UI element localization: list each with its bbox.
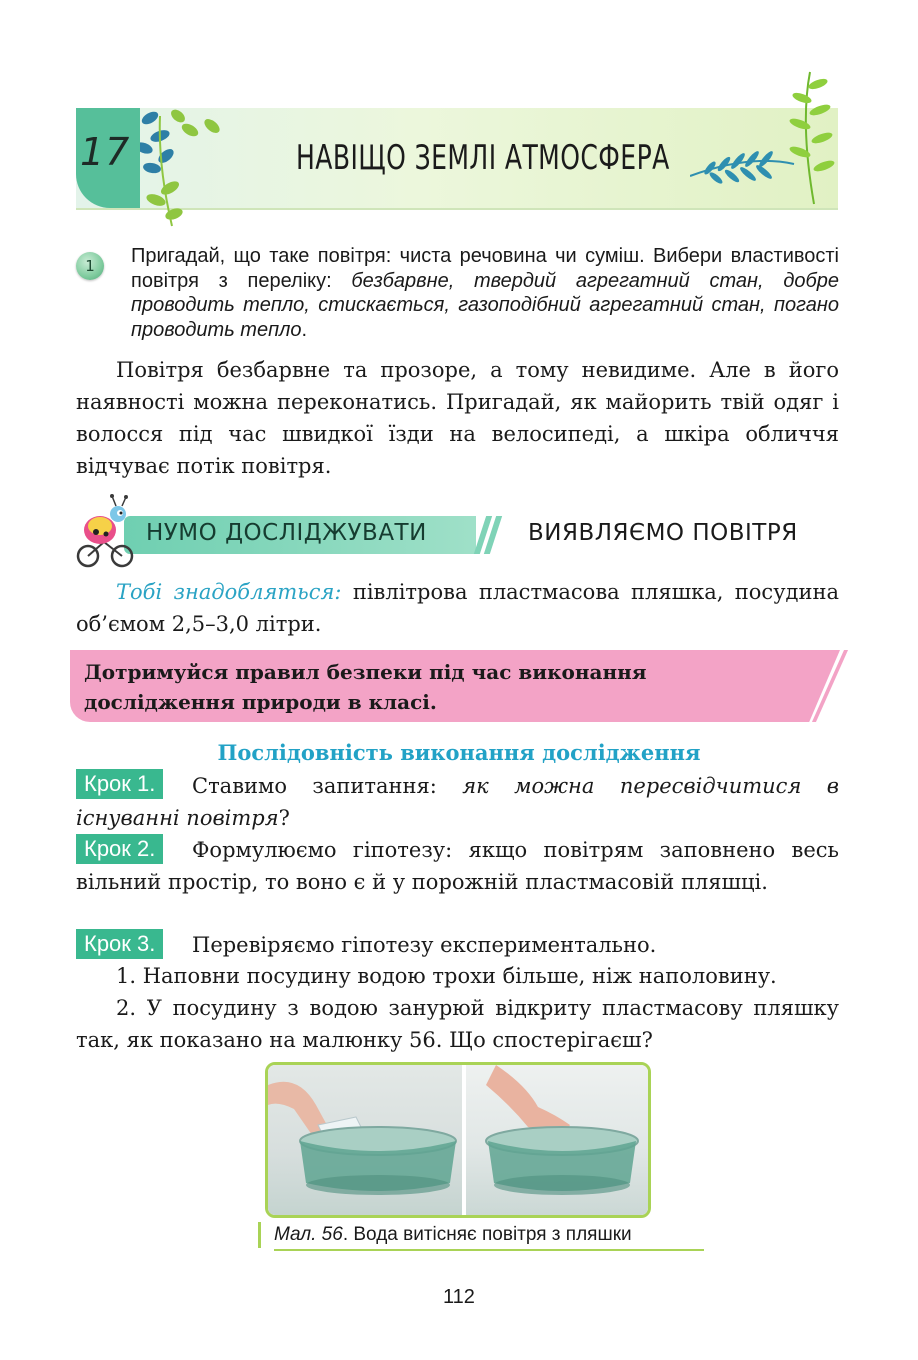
bowl-with-bottle-illustration (268, 1065, 462, 1215)
experiment-photo (265, 1062, 651, 1218)
materials-paragraph (76, 576, 839, 640)
safety-note: Дотримуйся правил безпеки під час виконання дослідження природи в класі. (84, 660, 647, 714)
ladybug-on-bicycle-icon (74, 492, 134, 572)
instruction-item: 2. У посудину з водою занурюй відкриту пластмасову пляшку так, як показано на малюнку 56. Що спостерігаєш? (76, 996, 839, 1052)
hand-pressing-bottle-illustration (466, 1065, 648, 1215)
photo-pouring-bottle (268, 1065, 462, 1215)
question-number-badge: 1 (76, 252, 104, 280)
step-3-text: Перевіряємо гіпотезу експериментально. (192, 933, 657, 957)
materials-label: Тобі знадобляться: (116, 580, 342, 604)
step-1-label: Крок 1. (76, 769, 163, 799)
caption-accent (258, 1222, 261, 1248)
research-label: НУМО ДОСЛІДЖУВАТИ (146, 520, 427, 546)
fern-decoration-right (690, 64, 840, 214)
step-2-label: Крок 2. (76, 834, 163, 864)
photo-pressing-bottle (466, 1065, 648, 1215)
sequence-title: Послідовність виконання дослідження (217, 740, 701, 765)
figure-caption: Мал. 56. Вода витісняє повітря з пляшки (274, 1224, 704, 1251)
step-1-text: Ставимо запитання: як можна пересвідчитися в існуванні повітря? (76, 774, 839, 830)
step-2-text: Формулюємо гіпотезу: якщо повітрям заповнено весь вільний простір, то воно є й у порожній пластмасовій пляшці. (76, 838, 839, 894)
page-number: 112 (443, 1286, 475, 1308)
leaf-decoration-left (130, 96, 230, 236)
figure-label: Мал. 56 (274, 1224, 343, 1245)
question-text: Пригадай, що таке повітря: чиста речовина чи суміш. Вибери властивості повітря з переліку: безбарвне, твердий агрегатний стан, добре проводить тепло, стискається, газоподібний агрегатний стан, погано проводить тепло. (131, 245, 839, 341)
research-subtitle: ВИЯВЛЯЄМО ПОВІТРЯ (528, 520, 798, 546)
step-3-label: Крок 3. (76, 929, 163, 959)
lesson-number: 17 (80, 130, 131, 174)
intro-paragraph: Повітря безбарвне та прозоре, а тому невидиме. Але в його наявності можна переконатись. Пригадай, як майорить твій одяг і волосся під час швидкої їзди на велосипеді, а шкіра обличчя відчуває потік повітря. (76, 358, 839, 478)
lesson-title: НАВІЩО ЗЕМЛІ АТМОСФЕРА (296, 138, 670, 178)
materials-text: півлітрова пластмасова пляшка, посудина об’ємом 2,5–3,0 літри. (76, 580, 839, 636)
instruction-item: 1. Наповни посудину водою трохи більше, ніж наполовину. (116, 964, 777, 988)
